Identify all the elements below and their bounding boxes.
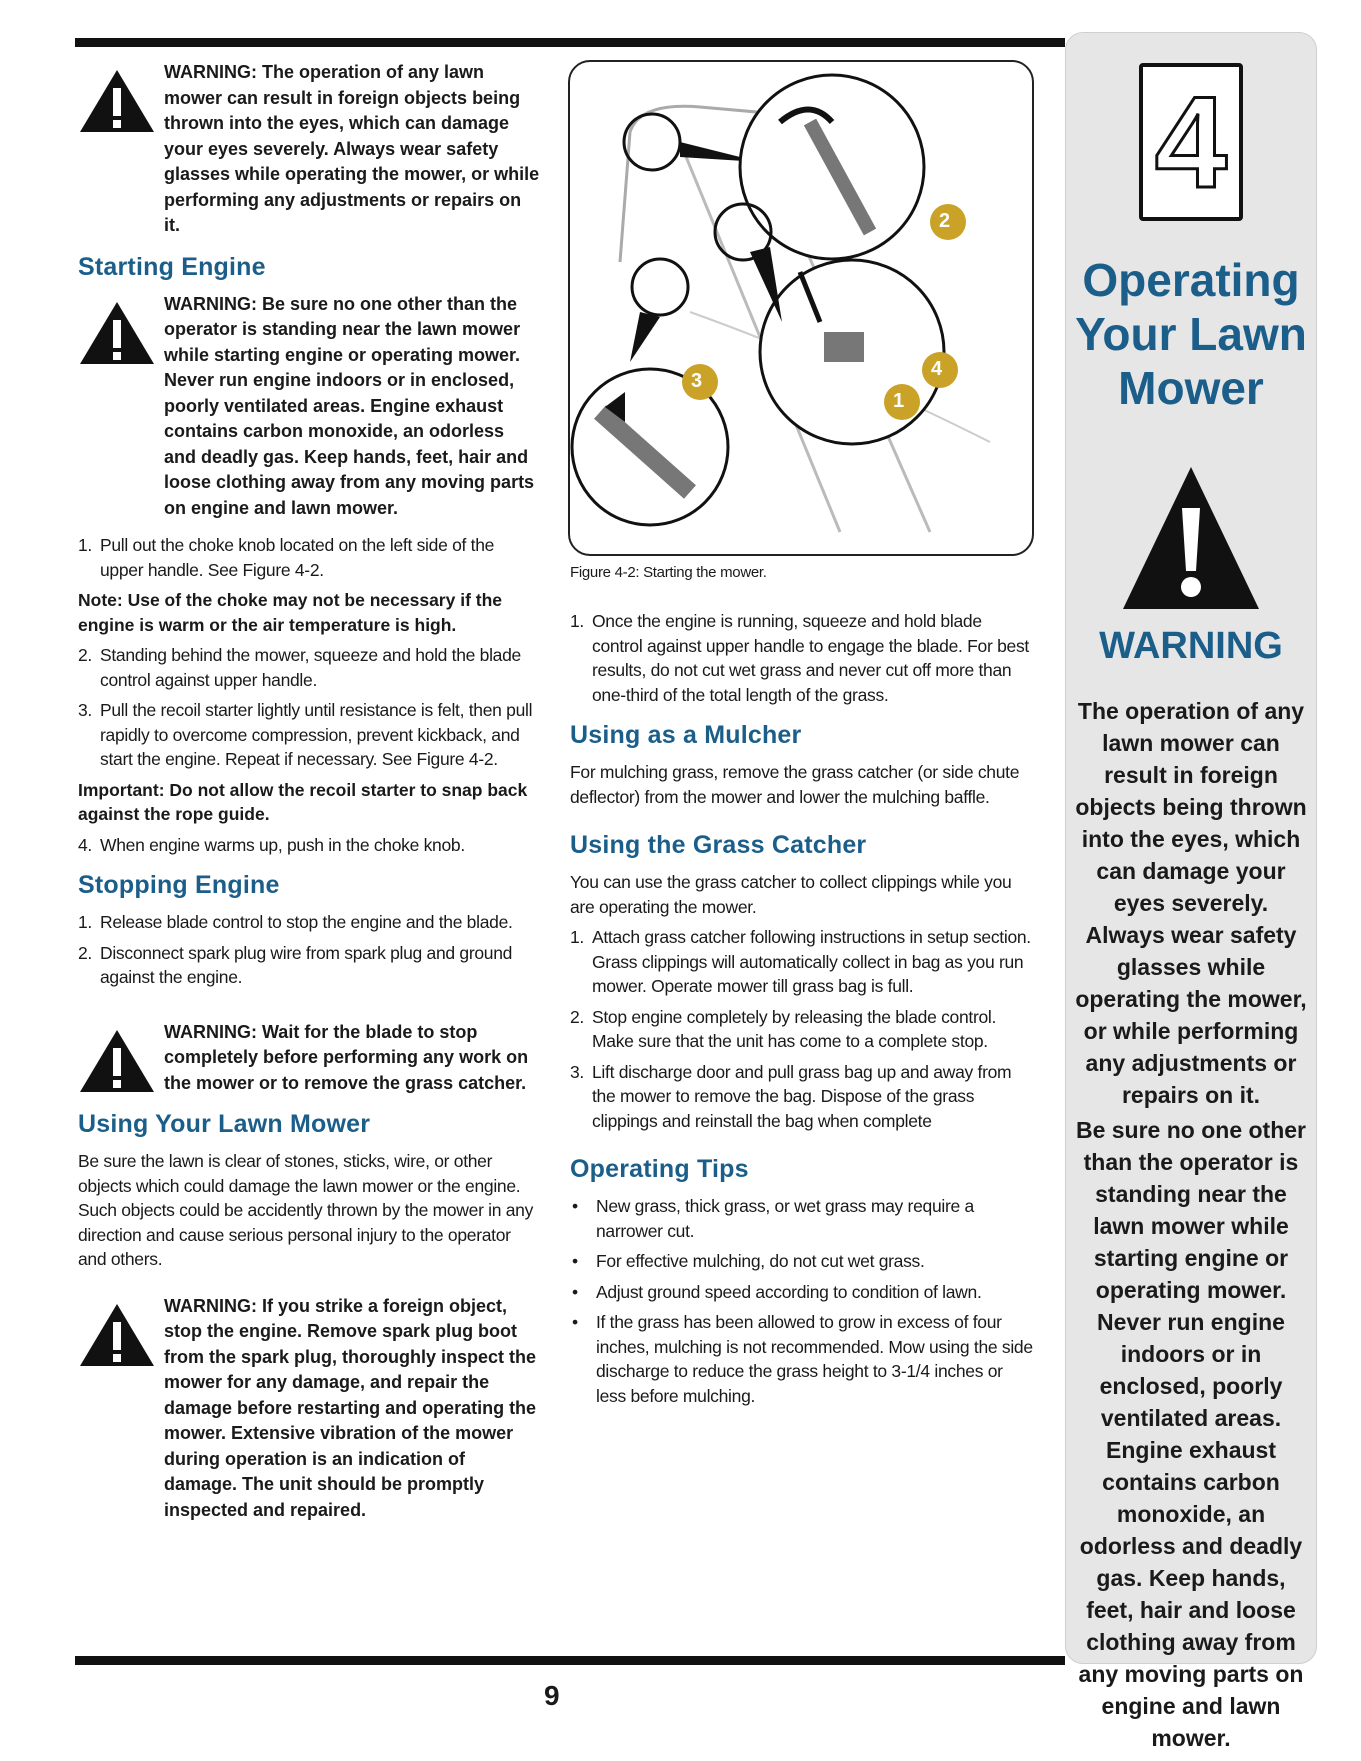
warning-triangle-icon — [78, 1028, 156, 1094]
list-item: • New grass, thick grass, or wet grass may require a narrower cut. — [570, 1194, 1035, 1243]
step-text: Lift discharge door and pull grass bag up and away from the mower to remove the bag. Dispose of the grass clippings and reinstall the bag when complete — [592, 1061, 1012, 1131]
list-item: 1. Pull out the choke knob located on the left side of the upper handle. See Figure 4-2. — [78, 535, 495, 580]
warning-starting-text: WARNING: Be sure no one other than the operator is standing near the lawn mower while starting engine or operating mower. Never run engine indoors or in enclosed, poorly ventilated areas. Engine exhaust contains carbon monoxide, an odorless and deadly gas. Keep hands, feet, hair and loose clothing away from any moving parts on engine and lawn mower. — [164, 293, 535, 518]
bottom-rule — [75, 1656, 1065, 1665]
catcher-body: You can use the grass catcher to collect clippings while you are operating the mower. — [570, 872, 1012, 917]
figure-starting-mower — [568, 60, 1034, 556]
warning-foreign-object — [78, 1294, 540, 1524]
list-item: 1. Once the engine is running, squeeze and hold blade control against upper handle to engage the blade. For best results, do not cut wet grass and never cut off more than one-third of the total length of the grass. — [570, 611, 1029, 705]
sidebar-warning-eyes: The operation of any lawn mower can result in foreign objects being thrown into the eyes, which can damage your eyes severely. Always wear safety glasses while operating the mower, or while performing any adjustments or repairs on it. — [1075, 698, 1307, 1108]
important-note: Important: Do not allow the recoil starter to snap back against the rope guide. — [78, 779, 528, 824]
heading-grass-catcher: Using the Grass Catcher — [570, 831, 867, 859]
warning-eyes — [78, 60, 540, 239]
heading-stopping-engine: Stopping Engine — [78, 871, 280, 899]
warning-triangle-icon — [78, 1302, 156, 1368]
callout-label-4: 4 — [931, 358, 943, 380]
middle-column — [570, 60, 1035, 1414]
using-body: Be sure the lawn is clear of stones, sticks, wire, or other objects which could damage the lawn mower or the engine. Such objects could be accidently thrown by the mower in any direction and cause serious personal injury to the operator and others. — [78, 1151, 534, 1269]
chapter-number-value: 4 — [1139, 63, 1243, 221]
warning-label: WARNING — [1099, 625, 1283, 667]
warning-stopping — [78, 1020, 540, 1097]
heading-mulcher: Using as a Mulcher — [570, 721, 802, 749]
tips-list — [570, 1194, 1035, 1408]
choke-note: Note: Use of the choke may not be necessary if the engine is warm or the air temperature is high. — [78, 590, 503, 635]
chapter-sidebar — [1065, 32, 1317, 1751]
list-item: 2. Standing behind the mower, squeeze and hold the blade control against upper handle. — [78, 645, 521, 690]
callout-label-2: 2 — [939, 210, 951, 232]
step-text: Stop engine completely by releasing the blade control. Make sure that the unit has come to a complete stop. — [592, 1006, 997, 1051]
warning-starting — [78, 292, 540, 522]
step-text: Release blade control to stop the engine and the blade. — [100, 912, 513, 932]
catcher-steps — [570, 925, 1035, 1133]
mulcher-body: For mulching grass, remove the grass catcher (or side chute deflector) from the mower and lower the mulching baffle. — [570, 762, 1020, 807]
step-text: Attach grass catcher following instructions in setup section. Grass clippings will automatically collect in bag as you run mower. Operate mower till grass bag is full. — [592, 927, 1031, 996]
starting-steps-b — [78, 643, 540, 772]
callout-label-3: 3 — [691, 370, 703, 392]
callout-label-1: 1 — [893, 390, 905, 412]
list-item: • Adjust ground speed according to condition of lawn. — [570, 1280, 1035, 1305]
list-item: 1. Attach grass catcher following instructions in setup section. Grass clippings will automatically collect in bag as you run mower. Operate mower till grass bag is full. — [570, 927, 1031, 996]
top-rule — [75, 38, 1065, 47]
list-item: 2. Stop engine completely by releasing the blade control. Make sure that the unit has come to a complete stop. — [570, 1006, 997, 1051]
warning-eyes-text: WARNING: The operation of any lawn mower can result in foreign objects being thrown into the eyes, which can damage your eyes severely. Always wear safety glasses while operating the mower, or while performing any adjustments or repairs on it. — [164, 62, 540, 235]
list-item: 4. When engine warms up, push in the choke knob. — [78, 834, 465, 855]
step-text: Disconnect spark plug wire from spark plug and ground against the engine. — [100, 942, 513, 987]
warning-foreign-object-text: WARNING: If you strike a foreign object, stop the engine. Remove spark plug boot from the spark plug, thoroughly inspect the mower for any damage, and repair the damage before restarting and operating the mower. Extensive vibration of the mower during operation is an indication of damage. The unit should be promptly inspected and repaired. — [164, 1295, 537, 1520]
warning-triangle-icon — [78, 300, 156, 366]
sidebar-warning-starting: Be sure no one other than the operator is standing near the lawn mower while starting engine or operating mower. Never run engine indoors or in enclosed, poorly ventilated areas. Engine exhaust contains carbon monoxide, an odorless and deadly gas. Keep hands, feet, hair and loose clothing away from any moving parts on engine and lawn mower. — [1075, 1117, 1307, 1751]
step-text: Pull out the choke knob located on the left side of the upper handle. See Figure 4-2. — [100, 535, 495, 580]
page-number: 9 — [544, 1680, 560, 1711]
running-steps — [570, 609, 1035, 707]
step-text: When engine warms up, push in the choke knob. — [100, 834, 465, 855]
warning-triangle-icon — [78, 68, 156, 134]
list-item: • If the grass has been allowed to grow in excess of four inches, mulching is not recommended. Mow using the side discharge to reduce the grass height to 3-1/4 inches or less before mulching. — [570, 1310, 1035, 1408]
chapter-title: Operating Your Lawn Mower — [1075, 254, 1307, 414]
mower-handle-illustration — [570, 62, 1032, 554]
starting-steps-a — [78, 533, 540, 582]
heading-operating-tips: Operating Tips — [570, 1155, 749, 1183]
starting-steps-c — [78, 833, 540, 858]
step-text: Standing behind the mower, squeeze and hold the blade control against upper handle. — [100, 645, 521, 690]
list-item: 3. Lift discharge door and pull grass bag up and away from the mower to remove the bag. Dispose of the grass clippings and reinstall the bag when complete — [570, 1061, 1012, 1131]
warning-stopping-text: WARNING: Wait for the blade to stop completely before performing any work on the mower or to remove the grass catcher. — [164, 1021, 529, 1093]
list-item: 3. Pull the recoil starter lightly until resistance is felt, then pull rapidly to overcome compression, prevent kickback, and start the engine. Repeat if necessary. See Figure 4-2. — [78, 700, 533, 769]
figure-caption: Figure 4-2: Starting the mower. — [570, 564, 767, 581]
list-item: • For effective mulching, do not cut wet grass. — [570, 1249, 1035, 1274]
stopping-steps — [78, 910, 540, 990]
warning-triangle-icon — [1119, 463, 1263, 613]
step-text: Once the engine is running, squeeze and hold blade control against upper handle to engage the blade. For best results, do not cut wet grass and never cut off more than one-third of the total length of the grass. — [592, 611, 1029, 705]
chapter-number — [1066, 63, 1316, 221]
step-text: Pull the recoil starter lightly until resistance is felt, then pull rapidly to overcome compression, prevent kickback, and start the engine. Repeat if necessary. See Figure 4-2. — [100, 700, 533, 769]
heading-using-lawn-mower: Using Your Lawn Mower — [78, 1110, 371, 1138]
list-item: 2. Disconnect spark plug wire from spark plug and ground against the engine. — [78, 942, 513, 987]
heading-starting-engine: Starting Engine — [78, 252, 266, 281]
left-column — [78, 60, 540, 1535]
list-item: 1. Release blade control to stop the engine and the blade. — [78, 912, 513, 932]
